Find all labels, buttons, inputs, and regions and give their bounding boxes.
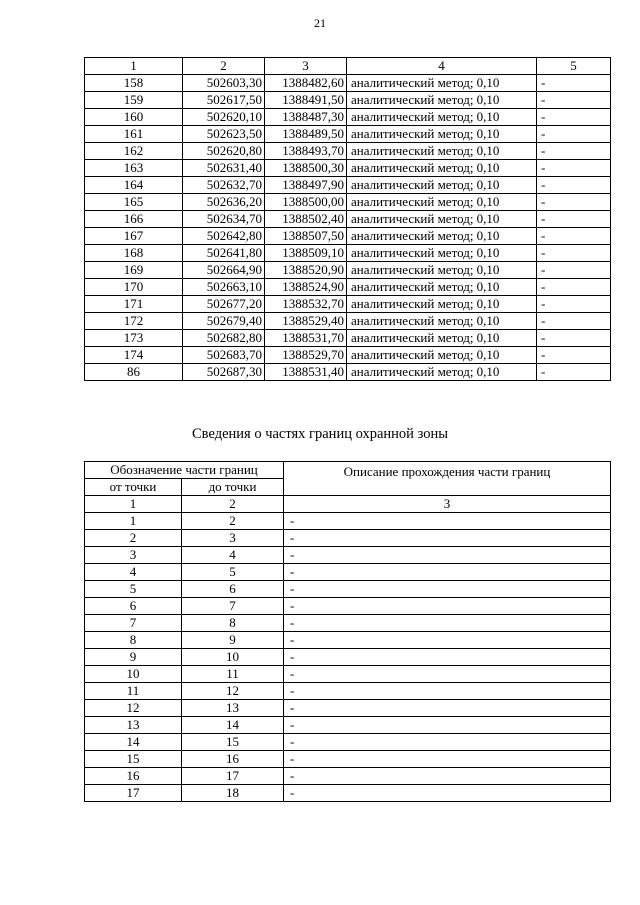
x-coordinate-cell: 502663,10 bbox=[183, 279, 265, 296]
description-cell: - bbox=[284, 700, 611, 717]
method-cell: аналитический метод; 0,10 bbox=[347, 313, 537, 330]
to-point-cell: 16 bbox=[182, 751, 284, 768]
point-number-cell: 158 bbox=[85, 75, 183, 92]
table-row bbox=[85, 330, 611, 347]
to-point-cell: 18 bbox=[182, 785, 284, 802]
table-row bbox=[85, 751, 611, 768]
point-number-cell: 165 bbox=[85, 194, 183, 211]
note-cell: - bbox=[537, 194, 611, 211]
point-number-cell: 168 bbox=[85, 245, 183, 262]
method-cell: аналитический метод; 0,10 bbox=[347, 177, 537, 194]
table-row bbox=[85, 513, 611, 530]
from-point-cell: 15 bbox=[85, 751, 182, 768]
from-point-cell: 12 bbox=[85, 700, 182, 717]
header-to-point: до точки bbox=[182, 479, 284, 496]
to-point-cell: 14 bbox=[182, 717, 284, 734]
description-cell: - bbox=[284, 615, 611, 632]
table-row bbox=[85, 313, 611, 330]
x-coordinate-cell: 502620,80 bbox=[183, 143, 265, 160]
from-point-cell: 6 bbox=[85, 598, 182, 615]
table-row bbox=[85, 126, 611, 143]
to-point-cell: 5 bbox=[182, 564, 284, 581]
to-point-cell: 4 bbox=[182, 547, 284, 564]
y-coordinate-cell: 1388493,70 bbox=[265, 143, 347, 160]
table-row bbox=[85, 649, 611, 666]
note-cell: - bbox=[537, 279, 611, 296]
note-cell: - bbox=[537, 109, 611, 126]
section-title: Сведения о частях границ охранной зоны bbox=[192, 426, 448, 442]
table-row bbox=[85, 734, 611, 751]
table-row bbox=[85, 530, 611, 547]
description-cell: - bbox=[284, 513, 611, 530]
y-coordinate-cell: 1388529,40 bbox=[265, 313, 347, 330]
from-point-cell: 2 bbox=[85, 530, 182, 547]
point-number-cell: 159 bbox=[85, 92, 183, 109]
table-row bbox=[85, 581, 611, 598]
point-number-cell: 163 bbox=[85, 160, 183, 177]
description-cell: - bbox=[284, 632, 611, 649]
table-row bbox=[85, 262, 611, 279]
y-coordinate-cell: 1388487,30 bbox=[265, 109, 347, 126]
note-cell: - bbox=[537, 177, 611, 194]
coordinates-table bbox=[84, 57, 611, 381]
method-cell: аналитический метод; 0,10 bbox=[347, 92, 537, 109]
table-row bbox=[85, 768, 611, 785]
point-number-cell: 160 bbox=[85, 109, 183, 126]
header-boundary-designation: Обозначение части границ bbox=[85, 462, 284, 479]
point-number-cell: 171 bbox=[85, 296, 183, 313]
y-coordinate-cell: 1388532,70 bbox=[265, 296, 347, 313]
method-cell: аналитический метод; 0,10 bbox=[347, 143, 537, 160]
column-index: 3 bbox=[284, 496, 611, 513]
to-point-cell: 9 bbox=[182, 632, 284, 649]
method-cell: аналитический метод; 0,10 bbox=[347, 228, 537, 245]
point-number-cell: 161 bbox=[85, 126, 183, 143]
x-coordinate-cell: 502677,20 bbox=[183, 296, 265, 313]
from-point-cell: 5 bbox=[85, 581, 182, 598]
from-point-cell: 7 bbox=[85, 615, 182, 632]
description-cell: - bbox=[284, 530, 611, 547]
y-coordinate-cell: 1388502,40 bbox=[265, 211, 347, 228]
description-cell: - bbox=[284, 649, 611, 666]
table-row bbox=[85, 296, 611, 313]
note-cell: - bbox=[537, 296, 611, 313]
method-cell: аналитический метод; 0,10 bbox=[347, 245, 537, 262]
to-point-cell: 15 bbox=[182, 734, 284, 751]
column-index: 1 bbox=[85, 496, 182, 513]
x-coordinate-cell: 502641,80 bbox=[183, 245, 265, 262]
description-cell: - bbox=[284, 717, 611, 734]
x-coordinate-cell: 502683,70 bbox=[183, 347, 265, 364]
x-coordinate-cell: 502679,40 bbox=[183, 313, 265, 330]
note-cell: - bbox=[537, 262, 611, 279]
parts-header-row bbox=[85, 462, 611, 479]
column-header: 5 bbox=[537, 58, 611, 75]
method-cell: аналитический метод; 0,10 bbox=[347, 194, 537, 211]
note-cell: - bbox=[537, 160, 611, 177]
method-cell: аналитический метод; 0,10 bbox=[347, 296, 537, 313]
to-point-cell: 8 bbox=[182, 615, 284, 632]
x-coordinate-cell: 502620,10 bbox=[183, 109, 265, 126]
note-cell: - bbox=[537, 126, 611, 143]
description-cell: - bbox=[284, 547, 611, 564]
table-row bbox=[85, 717, 611, 734]
point-number-cell: 174 bbox=[85, 347, 183, 364]
method-cell: аналитический метод; 0,10 bbox=[347, 262, 537, 279]
to-point-cell: 17 bbox=[182, 768, 284, 785]
method-cell: аналитический метод; 0,10 bbox=[347, 279, 537, 296]
y-coordinate-cell: 1388500,00 bbox=[265, 194, 347, 211]
table-row bbox=[85, 347, 611, 364]
header-description: Описание прохождения части границ bbox=[284, 462, 611, 496]
point-number-cell: 164 bbox=[85, 177, 183, 194]
x-coordinate-cell: 502687,30 bbox=[183, 364, 265, 381]
y-coordinate-cell: 1388509,10 bbox=[265, 245, 347, 262]
table-row bbox=[85, 92, 611, 109]
point-number-cell: 172 bbox=[85, 313, 183, 330]
to-point-cell: 13 bbox=[182, 700, 284, 717]
from-point-cell: 14 bbox=[85, 734, 182, 751]
y-coordinate-cell: 1388520,90 bbox=[265, 262, 347, 279]
description-cell: - bbox=[284, 785, 611, 802]
point-number-cell: 167 bbox=[85, 228, 183, 245]
from-point-cell: 3 bbox=[85, 547, 182, 564]
description-cell: - bbox=[284, 734, 611, 751]
table-row bbox=[85, 564, 611, 581]
method-cell: аналитический метод; 0,10 bbox=[347, 75, 537, 92]
x-coordinate-cell: 502642,80 bbox=[183, 228, 265, 245]
note-cell: - bbox=[537, 211, 611, 228]
y-coordinate-cell: 1388482,60 bbox=[265, 75, 347, 92]
table-row bbox=[85, 228, 611, 245]
from-point-cell: 10 bbox=[85, 666, 182, 683]
x-coordinate-cell: 502617,50 bbox=[183, 92, 265, 109]
table-row bbox=[85, 547, 611, 564]
y-coordinate-cell: 1388524,90 bbox=[265, 279, 347, 296]
x-coordinate-cell: 502623,50 bbox=[183, 126, 265, 143]
from-point-cell: 1 bbox=[85, 513, 182, 530]
table-row bbox=[85, 279, 611, 296]
note-cell: - bbox=[537, 92, 611, 109]
to-point-cell: 3 bbox=[182, 530, 284, 547]
table-row bbox=[85, 615, 611, 632]
x-coordinate-cell: 502631,40 bbox=[183, 160, 265, 177]
table-row bbox=[85, 700, 611, 717]
to-point-cell: 11 bbox=[182, 666, 284, 683]
description-cell: - bbox=[284, 581, 611, 598]
table-row bbox=[85, 785, 611, 802]
description-cell: - bbox=[284, 768, 611, 785]
method-cell: аналитический метод; 0,10 bbox=[347, 364, 537, 381]
y-coordinate-cell: 1388500,30 bbox=[265, 160, 347, 177]
y-coordinate-cell: 1388491,50 bbox=[265, 92, 347, 109]
method-cell: аналитический метод; 0,10 bbox=[347, 160, 537, 177]
x-coordinate-cell: 502632,70 bbox=[183, 177, 265, 194]
note-cell: - bbox=[537, 143, 611, 160]
point-number-cell: 170 bbox=[85, 279, 183, 296]
column-header: 2 bbox=[183, 58, 265, 75]
from-point-cell: 4 bbox=[85, 564, 182, 581]
table-row bbox=[85, 160, 611, 177]
y-coordinate-cell: 1388489,50 bbox=[265, 126, 347, 143]
x-coordinate-cell: 502664,90 bbox=[183, 262, 265, 279]
table-row bbox=[85, 666, 611, 683]
y-coordinate-cell: 1388529,70 bbox=[265, 347, 347, 364]
method-cell: аналитический метод; 0,10 bbox=[347, 109, 537, 126]
table-row bbox=[85, 683, 611, 700]
to-point-cell: 7 bbox=[182, 598, 284, 615]
point-number-cell: 86 bbox=[85, 364, 183, 381]
point-number-cell: 162 bbox=[85, 143, 183, 160]
note-cell: - bbox=[537, 330, 611, 347]
x-coordinate-cell: 502603,30 bbox=[183, 75, 265, 92]
method-cell: аналитический метод; 0,10 bbox=[347, 330, 537, 347]
y-coordinate-cell: 1388497,90 bbox=[265, 177, 347, 194]
x-coordinate-cell: 502682,80 bbox=[183, 330, 265, 347]
description-cell: - bbox=[284, 683, 611, 700]
note-cell: - bbox=[537, 313, 611, 330]
table-row bbox=[85, 177, 611, 194]
table-row bbox=[85, 598, 611, 615]
x-coordinate-cell: 502634,70 bbox=[183, 211, 265, 228]
y-coordinate-cell: 1388531,40 bbox=[265, 364, 347, 381]
from-point-cell: 16 bbox=[85, 768, 182, 785]
note-cell: - bbox=[537, 228, 611, 245]
from-point-cell: 13 bbox=[85, 717, 182, 734]
from-point-cell: 17 bbox=[85, 785, 182, 802]
table-row bbox=[85, 364, 611, 381]
column-index: 2 bbox=[182, 496, 284, 513]
column-header: 4 bbox=[347, 58, 537, 75]
method-cell: аналитический метод; 0,10 bbox=[347, 126, 537, 143]
y-coordinate-cell: 1388507,50 bbox=[265, 228, 347, 245]
header-from-point: от точки bbox=[85, 479, 182, 496]
note-cell: - bbox=[537, 75, 611, 92]
from-point-cell: 11 bbox=[85, 683, 182, 700]
note-cell: - bbox=[537, 364, 611, 381]
point-number-cell: 169 bbox=[85, 262, 183, 279]
column-header: 1 bbox=[85, 58, 183, 75]
table-row bbox=[85, 109, 611, 126]
y-coordinate-cell: 1388531,70 bbox=[265, 330, 347, 347]
page-number: 21 bbox=[314, 16, 326, 30]
note-cell: - bbox=[537, 245, 611, 262]
method-cell: аналитический метод; 0,10 bbox=[347, 211, 537, 228]
x-coordinate-cell: 502636,20 bbox=[183, 194, 265, 211]
description-cell: - bbox=[284, 666, 611, 683]
from-point-cell: 9 bbox=[85, 649, 182, 666]
note-cell: - bbox=[537, 347, 611, 364]
table-row bbox=[85, 75, 611, 92]
point-number-cell: 173 bbox=[85, 330, 183, 347]
parts-index-row bbox=[85, 496, 611, 513]
from-point-cell: 8 bbox=[85, 632, 182, 649]
method-cell: аналитический метод; 0,10 bbox=[347, 347, 537, 364]
description-cell: - bbox=[284, 564, 611, 581]
table-row bbox=[85, 194, 611, 211]
column-header: 3 bbox=[265, 58, 347, 75]
boundary-parts-table bbox=[84, 461, 611, 802]
table-row bbox=[85, 143, 611, 160]
table-row bbox=[85, 211, 611, 228]
description-cell: - bbox=[284, 598, 611, 615]
to-point-cell: 12 bbox=[182, 683, 284, 700]
point-number-cell: 166 bbox=[85, 211, 183, 228]
table-row bbox=[85, 632, 611, 649]
to-point-cell: 10 bbox=[182, 649, 284, 666]
to-point-cell: 6 bbox=[182, 581, 284, 598]
to-point-cell: 2 bbox=[182, 513, 284, 530]
coordinates-header-row bbox=[85, 58, 611, 75]
description-cell: - bbox=[284, 751, 611, 768]
table-row bbox=[85, 245, 611, 262]
